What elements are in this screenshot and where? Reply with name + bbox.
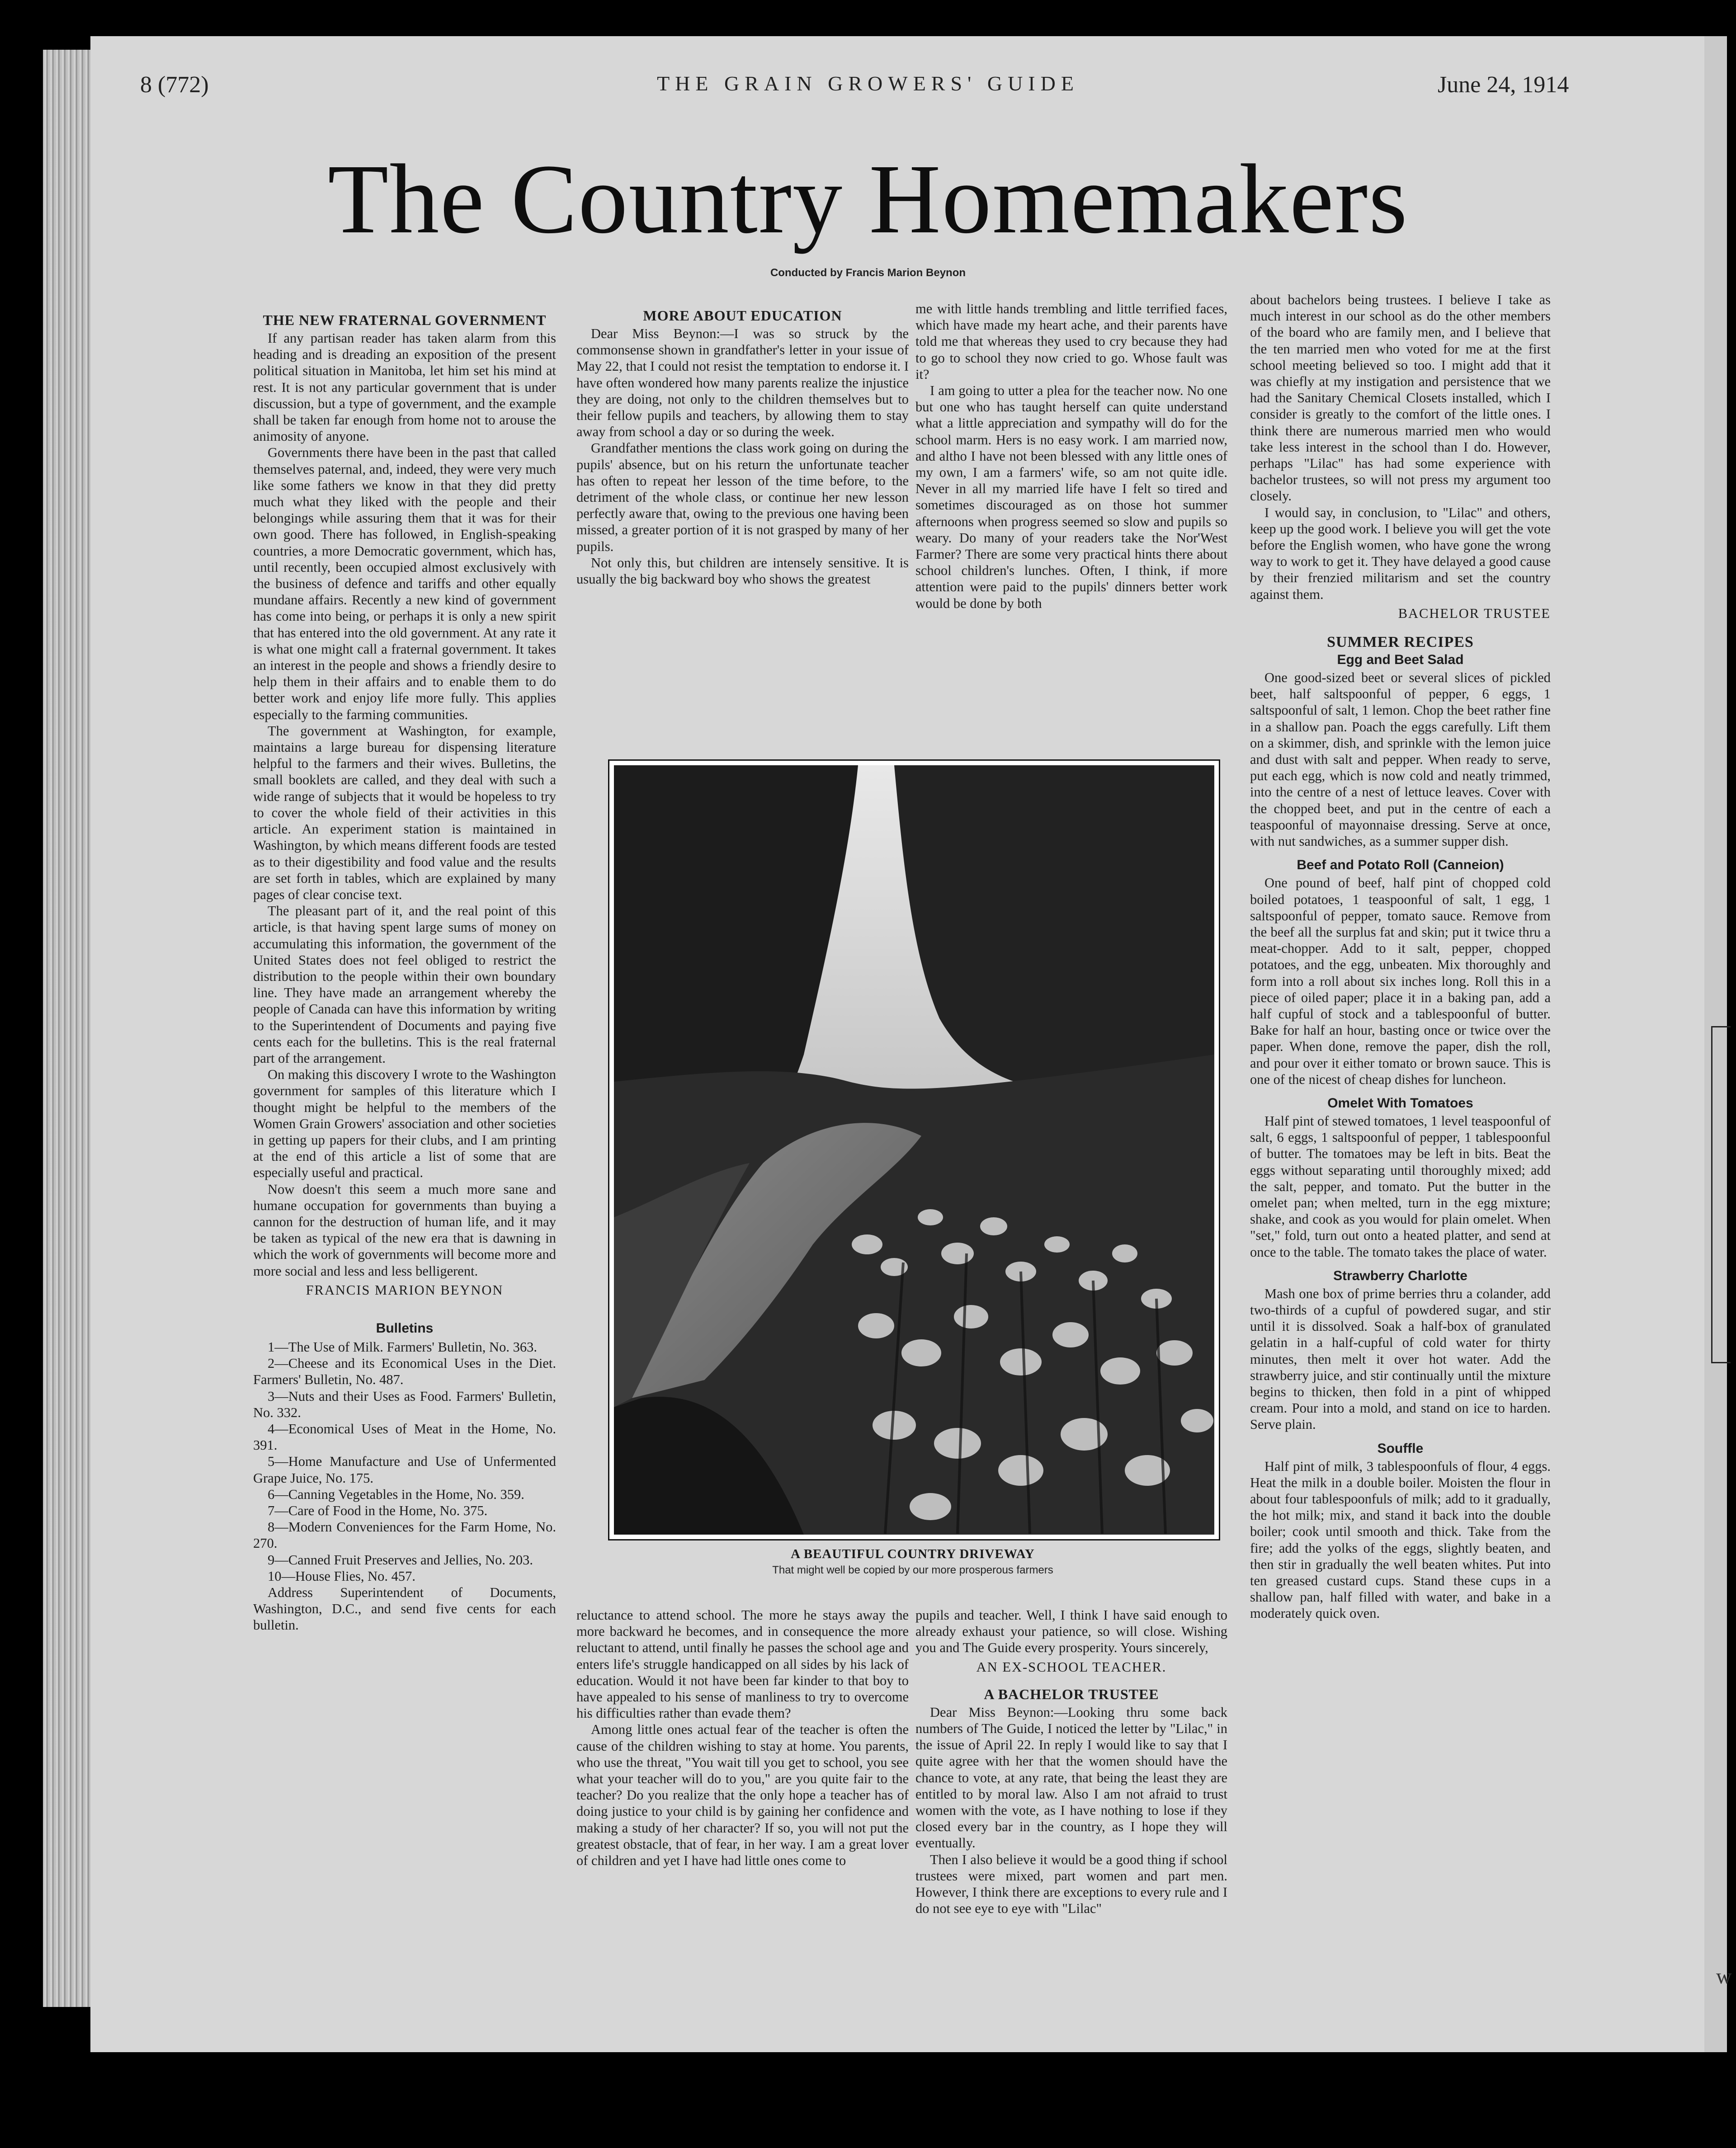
recipe-title: Egg and Beet Salad: [1337, 652, 1464, 668]
photo-subcaption: That might well be copied by our more prosperous farmers: [772, 1564, 1053, 1576]
article-paragraph: Now doesn't this seem a much more sane and humane occupation for governments than buying a cannon for the destruction of human life, and it may be taken as typical of the new era that is dawning in which the work of governments will become more and more social and less and less belligerent.: [253, 1181, 556, 1279]
photo-frame: [608, 759, 1220, 1540]
list-item: 7—Care of Food in the Home, No. 375.: [268, 1503, 488, 1519]
article-paragraph: Dear Miss Beynon:—Looking thru some back numbers of The Guide, I noticed the letter by "Lilac," in the issue of April 22. In reply I would like to say that I quite agree with her that the women should have the chance to vote, at any rate, that being the least they are entitled to by moral law. Also I am not afraid to trust women with the vote, as I have nothing to lose if they closed every bar in the country, as I hope they will eventually.: [915, 1704, 1227, 1851]
recipe-title: Souffle: [1377, 1441, 1424, 1456]
list-item: 5—Home Manufacture and Use of Unfermented Grape Juice, No. 175.: [253, 1454, 556, 1486]
adjacent-page-box-edge: [1711, 1026, 1731, 1363]
column-2-top: [576, 307, 909, 587]
list-item: 2—Cheese and its Economical Uses in the Diet. Farmers' Bulletin, No. 487.: [253, 1356, 556, 1388]
article-heading-bachelor-trustee: A BACHELOR TRUSTEE: [984, 1686, 1159, 1702]
article-paragraph: about bachelors being trustees. I believe I take as much interest in our school as do the other members of the board who are family men, and I believe that the ten married men who voted for me at the first school meeting believed so too. I might add that it was chiefly at my instigation and persistence that we had the Sanitary Chemical Closets installed, which I consider is greatly to the comfort of the little ones. I think there are numerous married men who would take less interest in the school than I do. However, perhaps "Lilac" has had some experience with bachelor trustees, so will not press my argument too closely.: [1250, 292, 1551, 504]
article-paragraph: On making this discovery I wrote to the Washington government for samples of this literature which I thought might be helpful to the members of the Women Grain Growers' association and other societies in getting up papers for their clubs, and I am printing at the end of this article a list of some that are especially useful and practical.: [253, 1067, 556, 1181]
article-paragraph: The pleasant part of it, and the real point of this article, is that having spent large sums of money on accumulating this information, the government of the United States does not feel obliged to restrict the distribution to the people within their own boundary line. They have made an arrangement whereby the people of Canada can have this information by writing to the Superintendent of Documents and paying five cents each for the bulletins. This is the real fraternal part of the arrangement.: [253, 903, 556, 1066]
summer-recipes-heading: SUMMER RECIPES: [1327, 634, 1474, 651]
list-item: 3—Nuts and their Uses as Food. Farmers' Bulletin, No. 332.: [253, 1388, 556, 1420]
recipe-title: Beef and Potato Roll (Canneion): [1297, 857, 1504, 873]
page-number: 8 (772): [140, 72, 209, 98]
article-paragraph: Grandfather mentions the class work going on during the pupils' absence, but on his return the unfortunate teacher has often to repeat her lesson of the time before, to the detriment of the whole class, or continue her new lesson perfectly aware that, owing to the previous one having been missed, a greater portion of it is not grasped by many of her pupils.: [576, 440, 909, 554]
article-heading-more-about-education: MORE ABOUT EDUCATION: [643, 307, 842, 324]
list-item: 10—House Flies, No. 457.: [268, 1568, 416, 1584]
column-4: [1250, 292, 1551, 1622]
photo-caption: A BEAUTIFUL COUNTRY DRIVEWAY: [791, 1547, 1035, 1561]
recipe-text: One good-sized beet or several slices of pickled beet, half saltspoonful of pepper, 6 eggs, 1 saltspoonful of salt, 1 lemon. Chop the beet rather fine in a shallow pan. Poach the eggs carefully. Lift them on a skimmer, dish, and sprinkle with the lemon juice and dust with salt and pepper. When ready to serve, put each egg, which is now cold and neatly trimmed, into the centre of a nest of lettuce leaves. Cover with the chopped beet, and put in the centre of each a teaspoonful of mayonnaise dressing. Serve at once, with nut sandwiches, as a summer supper dish.: [1250, 670, 1551, 849]
article-paragraph: me with little hands trembling and little terrified faces, which have made my heart ache, and their parents have told me that whereas they used to cry because they had to go to school they now cried to go. Whose fault was it?: [915, 301, 1227, 382]
recipe-title: Strawberry Charlotte: [1333, 1268, 1467, 1283]
article-signature: FRANCIS MARION BEYNON: [306, 1282, 504, 1298]
article-paragraph: pupils and teacher. Well, I think I have said enough to already exhaust your patience, so will close. Wishing you and The Guide every prosperity. Yours sincerely,: [915, 1607, 1227, 1656]
article-paragraph: reluctance to attend school. The more he stays away the more backward he becomes, and in consequence the more reluctant to attend, until finally he passes the school age and enters life's struggle handicapped on all sides by his lack of education. Would it not have been far kinder to that boy to have appealed to his sense of manliness to try to overcome his difficulties rather than evade them?: [576, 1607, 909, 1721]
page-title: The Country Homemakers: [327, 144, 1409, 254]
article-paragraph: Not only this, but children are intensely sensitive. It is usually the big backward boy who shows the greatest: [576, 555, 909, 587]
article-paragraph: The government at Washington, for example, maintains a large bureau for dispensing literature helpful to the farmers and their wives. Bulletins, the small booklets are called, and they deal with such a wide range of subjects that it would be hopeless to try to cover the whole field of their activities in this article. An experiment station is maintained in Washington, by which means different foods are tested as to their digestibility and food value and the results are set forth in tables, which are explained by many pages of clear concise text.: [253, 723, 556, 902]
article-paragraph: Then I also believe it would be a good thing if school trustees were mixed, part women and part men. However, I think there are exceptions to every rule and I do not see eye to eye with "Lilac": [915, 1851, 1227, 1917]
article-paragraph: Dear Miss Beynon:—I was so struck by the commonsense shown in grandfather's letter in your issue of May 22, that I could not resist the temptation to endorse it. I have often wondered how many parents realize the injustice they are doing, not only to the children themselves but to their fellow pupils and teachers, by allowing them to stay away from school a day or so during the week.: [576, 326, 909, 440]
recipe-text: One pound of beef, half pint of chopped cold boiled potatoes, 1 teaspoonful of salt, 1 egg, 1 saltspoonful of pepper, tomato sauce. Remove from the beef all the surplus fat and skin; put it twice thru a meat-chopper. Add to it salt, pepper, chopped potatoes, and the egg, unbeaten. Mix thoroughly and form into a roll about six inches long. Roll this in a piece of oiled paper; place it in a baking pan, add a half cupful of stock and a tablespoonful of butter. Bake for half an hour, basting once or twice over the paper. When done, remove the paper, dish the roll, and pour over it either tomato or brown sauce. This is one of the nicest of cheap dishes for luncheon.: [1250, 875, 1551, 1087]
article-heading-fraternal-government: THE NEW FRATERNAL GOVERNMENT: [263, 312, 547, 328]
recipe-text: Mash one box of prime berries thru a colander, add two-thirds of a cupful of powdered sugar, and stir until it is dissolved. Soak a half-box of granulated gelatin in a half-cupful of cold water for thirty minutes, then melt it over hot water. Add the strawberry juice, and stir continually until the mixture begins to thicken, then fold in a pint of whipped cream. Pour into a mold, and stand on ice to harden. Serve plain.: [1250, 1286, 1551, 1432]
byline: Conducted by Francis Marion Beynon: [770, 267, 966, 279]
article-paragraph: Among little ones actual fear of the teacher is often the cause of the children wishing to stay at home. You parents, who use the threat, "You wait till you get to school, you see what your teacher will do to you," are you quite fair to the teacher? Do you realize that the only hope a teacher has of doing justice to your child is by gaining her confidence and making a study of her character? If so, you will not put the greatest obstacle, that of fear, in her way. I am a great lover of children and yet I have had little ones come to: [576, 1722, 909, 1869]
driveway-photo: [614, 765, 1214, 1535]
list-item: 9—Canned Fruit Preserves and Jellies, No. 203.: [268, 1552, 533, 1568]
article-signature: BACHELOR TRUSTEE: [1398, 605, 1551, 621]
article-paragraph: I am going to utter a plea for the teacher now. No one but one who has taught herself can quite understand what a little appreciation and sympathy will do for the school marm. Hers is no easy work. I am married now, and altho I have not been blessed with any little ones of my own, I am a farmers' wife, so am not quite idle. Never in all my married life have I felt so tired and sometimes discouraged as on those hot summer afternoons when progress seemed so slow and pupils so weary. Do many of your readers take the Nor'West Farmer? There are some very practical hints there about school children's lunches. Often, I think, if more attention were paid to the pupils' dinners better work would be done by both: [915, 383, 1227, 611]
bulletins-heading: Bulletins: [376, 1320, 434, 1336]
bulletins-address: Address Superintendent of Documents, Washington, D.C., and send five cents for each bulletin.: [253, 1585, 556, 1633]
issue-date: June 24, 1914: [1438, 72, 1569, 98]
article-paragraph: I would say, in conclusion, to "Lilac" and others, keep up the good work. I believe you will get the vote before the English women, who have gone the wrong way to work to get it. They have delayed a good cause by their frenzied militarism and set the country against them.: [1250, 504, 1551, 602]
list-item: 1—The Use of Milk. Farmers' Bulletin, No. 363.: [268, 1339, 537, 1355]
bulletins-list: [253, 1339, 556, 1584]
list-item: 4—Economical Uses of Meat in the Home, No. 391.: [253, 1421, 556, 1453]
list-item: 8—Modern Conveniences for the Farm Home, No. 270.: [253, 1519, 556, 1551]
column-1: [253, 312, 556, 1634]
list-item: 6—Canning Vegetables in the Home, No. 359.: [268, 1486, 524, 1502]
adjacent-page-letter: w: [1716, 1964, 1732, 1988]
column-2-bottom: [576, 1607, 909, 1869]
recipe-text: Half pint of milk, 3 tablespoonfuls of flour, 4 eggs. Heat the milk in a double boiler. Moisten the flour in about four tablespoonfuls of milk; add to it gradually, the hot milk; mix, and stand it back into the double boiler; cook until smooth and thick. Take from the fire; add the yolks of the eggs, slightly beaten, and then stir in gradually the well beaten whites. Put into ten greased custard cups. Stand these cups in a shallow pan, half filled with water, and bake in a moderately quick oven.: [1250, 1458, 1551, 1621]
article-paragraph: If any partisan reader has taken alarm from this heading and is dreading an exposition of the present political situation in Manitoba, let him set his mind at rest. It is not any particular government that is under discussion, but a type of government, and the example shall be taken far enough from home not to arouse the animosity of anyone.: [253, 330, 556, 444]
article-paragraph: Governments there have been in the past that called themselves paternal, and, indeed, they were very much like some fathers we know in that they did pretty much what they liked with the people and their belongings while assuring them that it was for their own good. There has followed, in English-speaking countries, a more Democratic government, which has, until recently, been occupied almost exclusively with the business of defence and tariffs and other equally mundane affairs. Recently a new kind of government has come into being, or perhaps it is only a new spirit that has entered into the old government. At any rate it is what one might call a fraternal government. It takes an interest in the people and shows a friendly desire to help them in their affairs and to enable them to do better work and enjoy life more fully. This applies especially to the farming communities.: [253, 445, 556, 722]
recipe-title: Omelet With Tomatoes: [1327, 1095, 1473, 1111]
publication-name: THE GRAIN GROWERS' GUIDE: [657, 72, 1079, 95]
article-signature: AN EX-SCHOOL TEACHER.: [976, 1659, 1167, 1675]
column-3-bottom: [915, 1607, 1227, 1917]
column-3-top: [915, 301, 1227, 612]
recipe-text: Half pint of stewed tomatoes, 1 level teaspoonful of salt, 6 eggs, 1 saltspoonful of pepper, 1 tablespoonful of butter. The tomatoes may be left in bits. Beat the eggs without separating until thoroughly mixed; add the salt, pepper, and tomato. Put the butter in the omelet pan; when melted, turn in the egg mixture; shake, and cook as you would for plain omelet. When "set," fold, turn out onto a heated platter, and send at once to the table. The tomato takes the place of water.: [1250, 1113, 1551, 1260]
